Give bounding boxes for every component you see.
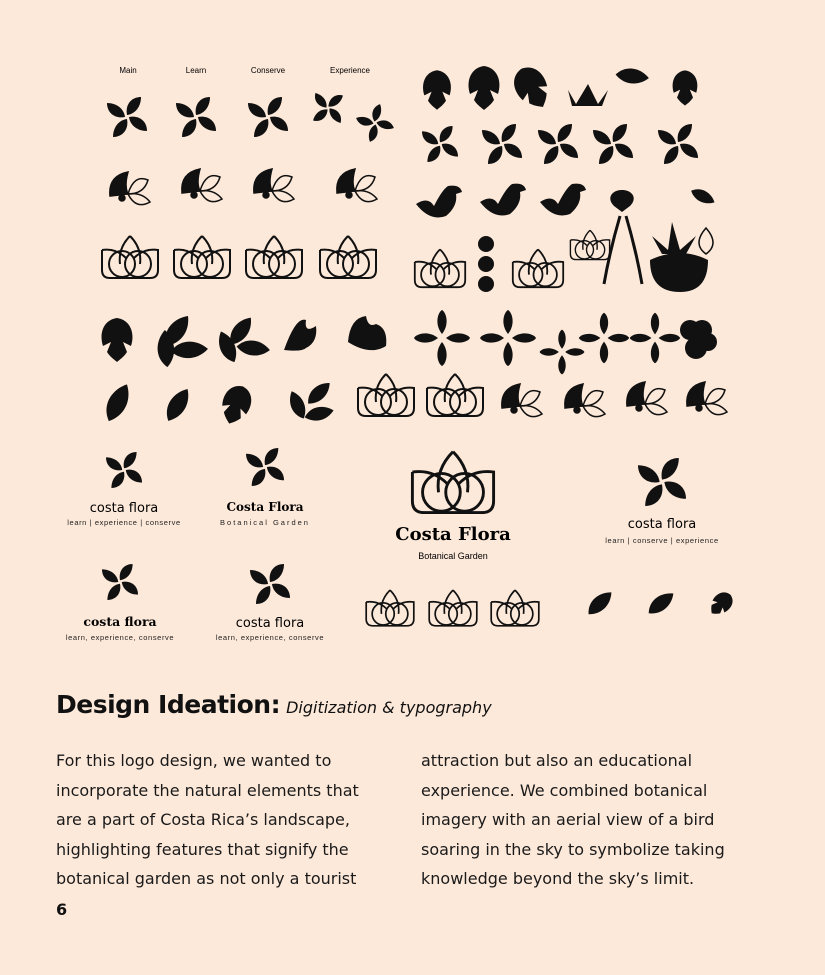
logo-variant-6 xyxy=(250,564,290,604)
body-line: knowledge beyond the sky’s limit. xyxy=(421,869,695,888)
body-line: experience. We combined botanical xyxy=(421,780,708,800)
small-leaf-row xyxy=(588,588,737,620)
section-heading xyxy=(56,690,492,719)
small-lotus-row xyxy=(366,590,539,626)
logo-variant-1 xyxy=(106,452,142,488)
logo-variant-3 xyxy=(412,452,493,513)
logo-variant-5 xyxy=(102,564,138,600)
body-line: imagery with an aerial view of a bird xyxy=(421,810,715,829)
pinwheel-row-right xyxy=(422,124,698,164)
column-label-experience: Experience xyxy=(329,66,371,75)
column-label-main: Main xyxy=(119,66,137,75)
leaf-row xyxy=(102,380,333,429)
body-line: highlighting features that signify the xyxy=(56,839,349,859)
body-text-left xyxy=(56,746,374,894)
body-line: soaring in the sky to symbolize taking xyxy=(421,839,725,859)
lotus-sketch-row xyxy=(415,216,713,292)
pinwheel-row xyxy=(107,88,396,143)
body-line: are a part of Costa Rica’s landscape, xyxy=(56,810,350,829)
column-label-conserve: Conserve xyxy=(250,66,286,75)
heading-title: Design Ideation: xyxy=(56,690,281,719)
logo-variant-2 xyxy=(246,448,284,486)
monstera-row xyxy=(423,60,697,114)
logo-variant-5-tagline: learn, experience, conserve xyxy=(65,633,175,642)
logo-variant-2-tagline: Botanical Garden xyxy=(220,518,310,527)
logo-variant-5-name: costa flora xyxy=(83,614,157,629)
body-text-right xyxy=(421,746,751,894)
page-number: 6 xyxy=(56,900,68,919)
heading-subtitle: Digitization & typography xyxy=(286,698,492,717)
logo-variant-4 xyxy=(638,458,686,506)
lotus-butterfly-row xyxy=(358,374,727,417)
logo-variant-3-name: Costa Flora xyxy=(395,524,511,545)
column-label-learn: Learn xyxy=(185,66,207,75)
lotus-row xyxy=(102,236,376,278)
bird-row xyxy=(416,184,715,218)
butterfly-row xyxy=(110,169,377,205)
logo-variant-4-name: costa flora xyxy=(627,517,697,532)
logo-variant-1-name: costa flora xyxy=(89,501,159,516)
body-line: botanical garden as not only a tourist xyxy=(56,869,357,888)
body-line: incorporate the natural elements that xyxy=(56,780,359,800)
body-line: attraction but also an educational xyxy=(421,751,693,770)
logo-variant-4-tagline: learn | conserve | experience xyxy=(605,536,719,545)
logo-variant-6-name: costa flora xyxy=(235,616,305,631)
logo-variant-3-tagline: Botanical Garden xyxy=(418,551,488,561)
body-line: For this logo design, we wanted to xyxy=(56,751,332,770)
logo-variant-2-name: Costa Flora xyxy=(226,500,304,514)
logo-variant-6-tagline: learn, experience, conserve xyxy=(215,633,325,642)
logo-variant-1-tagline: learn | experience | conserve xyxy=(67,518,181,527)
flower-row xyxy=(414,310,717,374)
leaf-cluster-row xyxy=(102,316,387,368)
